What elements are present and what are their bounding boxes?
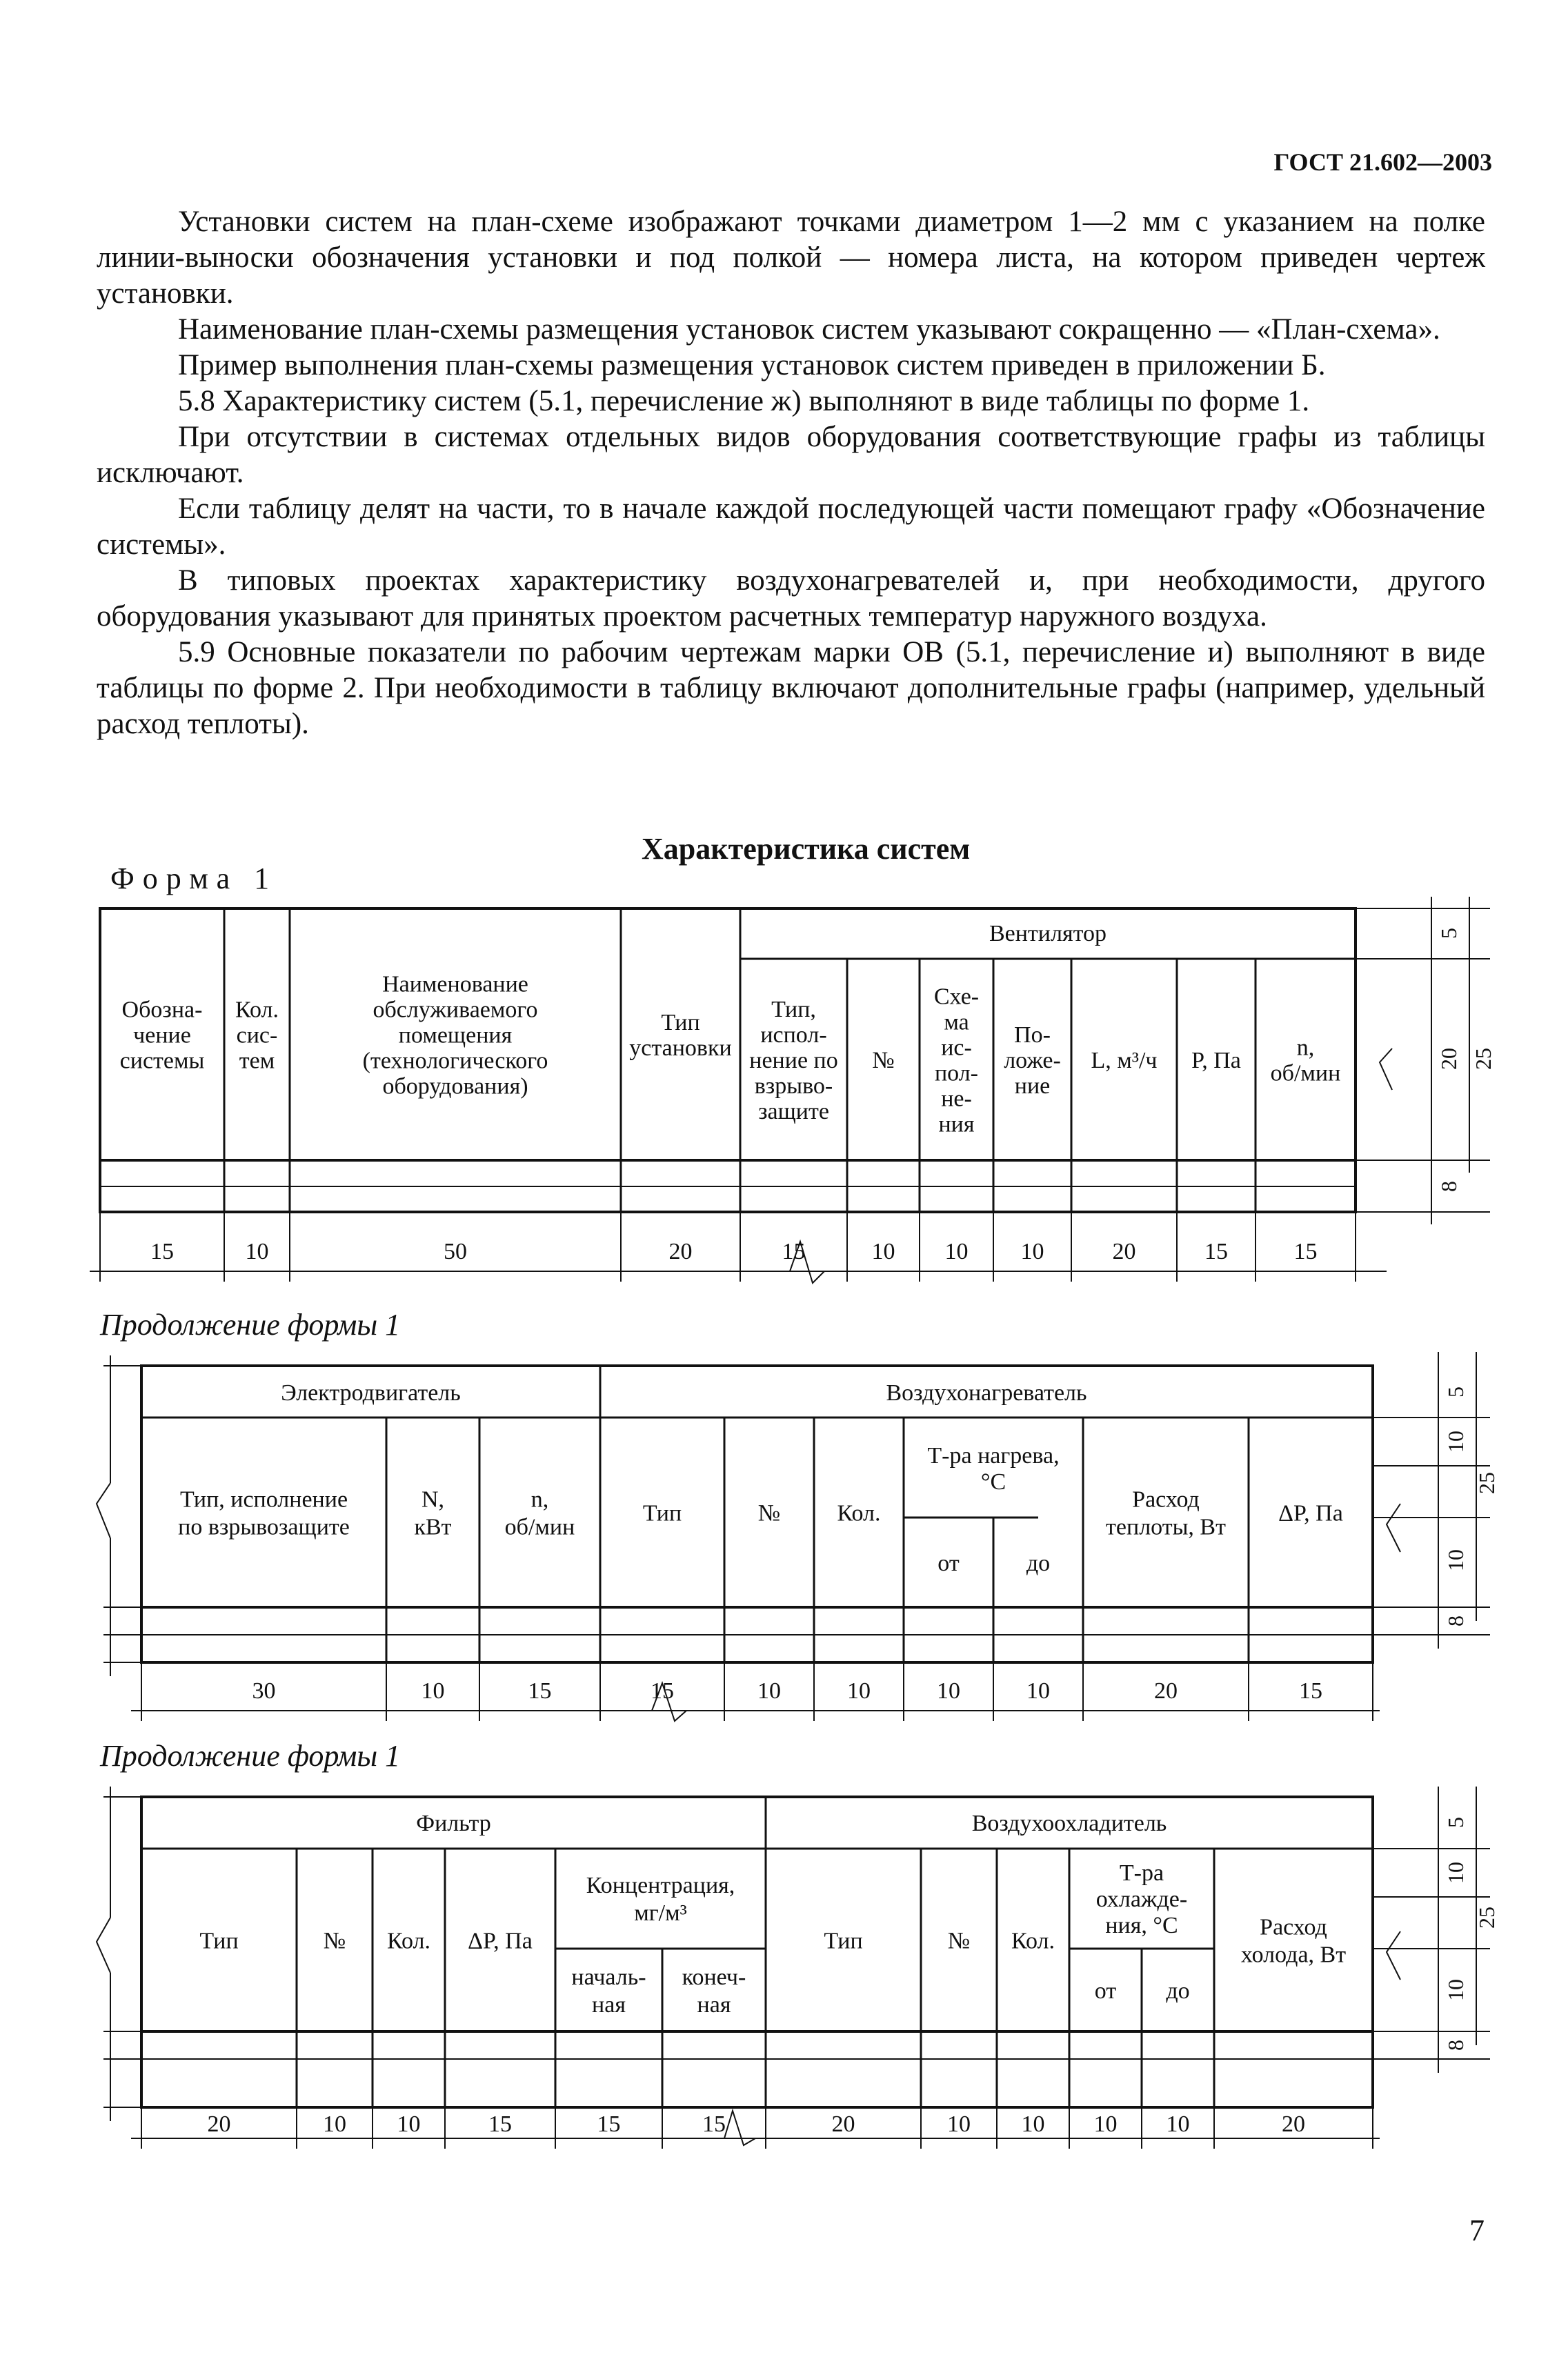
cont2-column-header: Тип	[199, 1928, 239, 1954]
cont2-column-header: Кол.	[386, 1928, 431, 1954]
cont2-column-header: Расход холода, Вт	[1240, 1914, 1347, 1968]
document-code: ГОСТ 21.602—2003	[1273, 148, 1492, 176]
cooling-temperature-subgroup: Т-ра охлажде-ния, °С	[1095, 1860, 1188, 1938]
form1-column-header: Тип установки	[629, 1009, 732, 1061]
cont2-column-width: 15	[488, 2111, 512, 2137]
cont1-column-width: 10	[757, 1678, 781, 1704]
cont1-column-width: 10	[847, 1678, 871, 1704]
side-dimension: 10	[1443, 1862, 1469, 1884]
concentration-subgroup: Концентрация, мг/м³	[586, 1872, 735, 1926]
cont1-column-header: N, кВт	[414, 1486, 452, 1540]
form1-column-width: 15	[782, 1238, 806, 1264]
page-number: 7	[1469, 2214, 1485, 2247]
form1-column-header: Схе-ма ис-пол-не-ния	[933, 984, 980, 1137]
cont1-column-width: 30	[252, 1678, 276, 1704]
side-dimension: 5	[1443, 1817, 1469, 1828]
form1-column-header: n, об/мин	[1270, 1035, 1341, 1086]
paragraph: В типовых проектах характеристику воздухонагревателей и, при необходимости, другого оборудования указывают для принятых проектом расчетных температур наружного воздуха.	[97, 564, 1485, 633]
cont1-column-header: ΔP, Па	[1278, 1500, 1343, 1526]
cont2-column-header: Кол.	[1011, 1928, 1055, 1954]
cont2-column-header: ΔP, Па	[468, 1928, 533, 1954]
paragraph: Пример выполнения план-схемы размещения установок систем приведен в приложении Б.	[178, 349, 1326, 381]
cont2-column-width: 20	[207, 2111, 231, 2137]
cont2-column-header: №	[323, 1928, 346, 1954]
form1-column-header: Кол. сис-тем	[235, 997, 279, 1074]
form1-column-width: 10	[871, 1238, 895, 1264]
continuation-title-1: Продолжение формы 1	[100, 1308, 401, 1342]
cont1-column-width: 15	[528, 1678, 552, 1704]
cont1-column-width: 10	[937, 1678, 960, 1704]
cont1-column-header: №	[757, 1500, 781, 1526]
paragraph: При отсутствии в системах отдельных видов оборудования соответствующие графы из таблицы исключают.	[97, 421, 1485, 489]
form1-column-header: №	[872, 1047, 895, 1073]
cont2-column-width: 10	[397, 2111, 421, 2137]
form1-column-width: 10	[1020, 1238, 1044, 1264]
cont2-column-width: 10	[947, 2111, 971, 2137]
form1-column-width: 20	[1112, 1238, 1136, 1264]
paragraph: Наименование план-схемы размещения установок систем указывают сокращенно — «План-схема».	[178, 313, 1440, 346]
cont2-column-header: началь-ная	[571, 1964, 646, 2018]
cont1-column-width: 10	[421, 1678, 445, 1704]
form1-column-width: 50	[444, 1238, 467, 1264]
form1-column-width: 15	[150, 1238, 174, 1264]
air-cooler-group-header: Воздухоохладитель	[971, 1810, 1167, 1836]
cont2-column-header: до	[1166, 1978, 1190, 2004]
side-dimension: 8	[1443, 2040, 1469, 2051]
paragraph: Если таблицу делят на части, то в начале каждой последующей части помещают графу «Обозначение системы».	[97, 493, 1485, 561]
cont1-column-width: 20	[1154, 1678, 1178, 1704]
ventilator-group-header: Вентилятор	[989, 920, 1107, 946]
paragraph: Установки систем на план-схеме изображают точками диаметром 1—2 мм с указанием на полке линии-выноски обозначения установки и под полкой — номера листа, на котором приведен чертеж установки.	[97, 206, 1485, 310]
heating-temperature-subgroup: Т-ра нагрева, °С	[927, 1442, 1060, 1495]
side-dimension: 8	[1443, 1615, 1469, 1627]
air-heater-group-header: Воздухонагреватель	[886, 1380, 1087, 1406]
form1-column-header: P, Па	[1191, 1047, 1241, 1073]
cont2-column-width: 20	[831, 2111, 855, 2137]
side-dimension: 25	[1474, 1472, 1500, 1494]
cont1-column-header: n, об/мин	[504, 1486, 575, 1540]
cont1-column-header: Тип, исполнение по взрывозащите	[178, 1486, 350, 1540]
side-dimension: 10	[1443, 1979, 1469, 2001]
form1-column-header: По-ложе-ние	[1004, 1022, 1061, 1099]
cont1-column-header: Кол.	[837, 1500, 881, 1526]
cont2-column-header: Тип	[824, 1928, 863, 1954]
cont2-column-width: 15	[702, 2111, 726, 2137]
electric-motor-group-header: Электродвигатель	[281, 1380, 461, 1406]
form1-column-width: 20	[668, 1238, 693, 1264]
cont2-column-width: 10	[1166, 2111, 1190, 2137]
cont2-column-header: от	[1094, 1978, 1117, 2004]
cont1-column-header: от	[937, 1550, 960, 1576]
cont1-column-header: до	[1026, 1550, 1051, 1576]
form1-column-width: 10	[245, 1238, 269, 1264]
cont2-column-width: 20	[1282, 2111, 1305, 2137]
continuation-title-2: Продолжение формы 1	[100, 1739, 401, 1773]
side-dimension: 25	[1471, 1048, 1496, 1070]
form1-column-header: Тип, испол-нение по взрыво-защите	[749, 996, 838, 1124]
form1-column-width: 10	[944, 1238, 969, 1264]
form1-column-header: Обозна-чение системы	[119, 997, 205, 1074]
form-label: Форма 1	[110, 862, 278, 895]
cont2-column-width: 15	[597, 2111, 621, 2137]
paragraph: 5.8 Характеристику систем (5.1, перечисление ж) выполняют в виде таблицы по форме 1.	[178, 385, 1310, 417]
side-dimension: 10	[1443, 1549, 1469, 1571]
cont1-column-header: Расход теплоты, Вт	[1106, 1486, 1226, 1540]
form1-cont2-table	[97, 1787, 1490, 2149]
side-dimension: 20	[1436, 1048, 1462, 1070]
form1-column-header: Наименование обслуживаемого помещения (технологического оборудования)	[362, 971, 548, 1100]
side-dimension: 25	[1474, 1907, 1500, 1929]
form1-column-width: 15	[1293, 1238, 1318, 1264]
cont2-column-width: 10	[1021, 2111, 1045, 2137]
cont2-column-width: 10	[1093, 2111, 1118, 2137]
filter-group-header: Фильтр	[416, 1810, 491, 1836]
side-dimension: 5	[1443, 1386, 1469, 1398]
form1-column-width: 15	[1204, 1238, 1228, 1264]
cont2-column-header: №	[947, 1928, 971, 1954]
cont1-column-width: 10	[1026, 1678, 1050, 1704]
side-dimension: 5	[1436, 928, 1462, 939]
form1-column-header: L, м³/ч	[1091, 1047, 1158, 1073]
cont2-column-header: конеч-ная	[682, 1964, 746, 2018]
side-dimension: 10	[1443, 1431, 1469, 1453]
side-dimension: 8	[1436, 1181, 1462, 1192]
cont1-column-width: 15	[651, 1678, 674, 1704]
cont1-column-header: Тип	[642, 1500, 682, 1526]
paragraph: 5.9 Основные показатели по рабочим чертежам марки ОВ (5.1, перечисление и) выполняют в виде таблицы по форме 2. При необходимости в таблицу включают дополнительные графы (например, удельный расход теплоты).	[97, 636, 1485, 740]
cont1-column-width: 15	[1299, 1678, 1322, 1704]
cont2-column-width: 10	[323, 2111, 346, 2137]
form-title: Характеристика систем	[642, 832, 971, 866]
